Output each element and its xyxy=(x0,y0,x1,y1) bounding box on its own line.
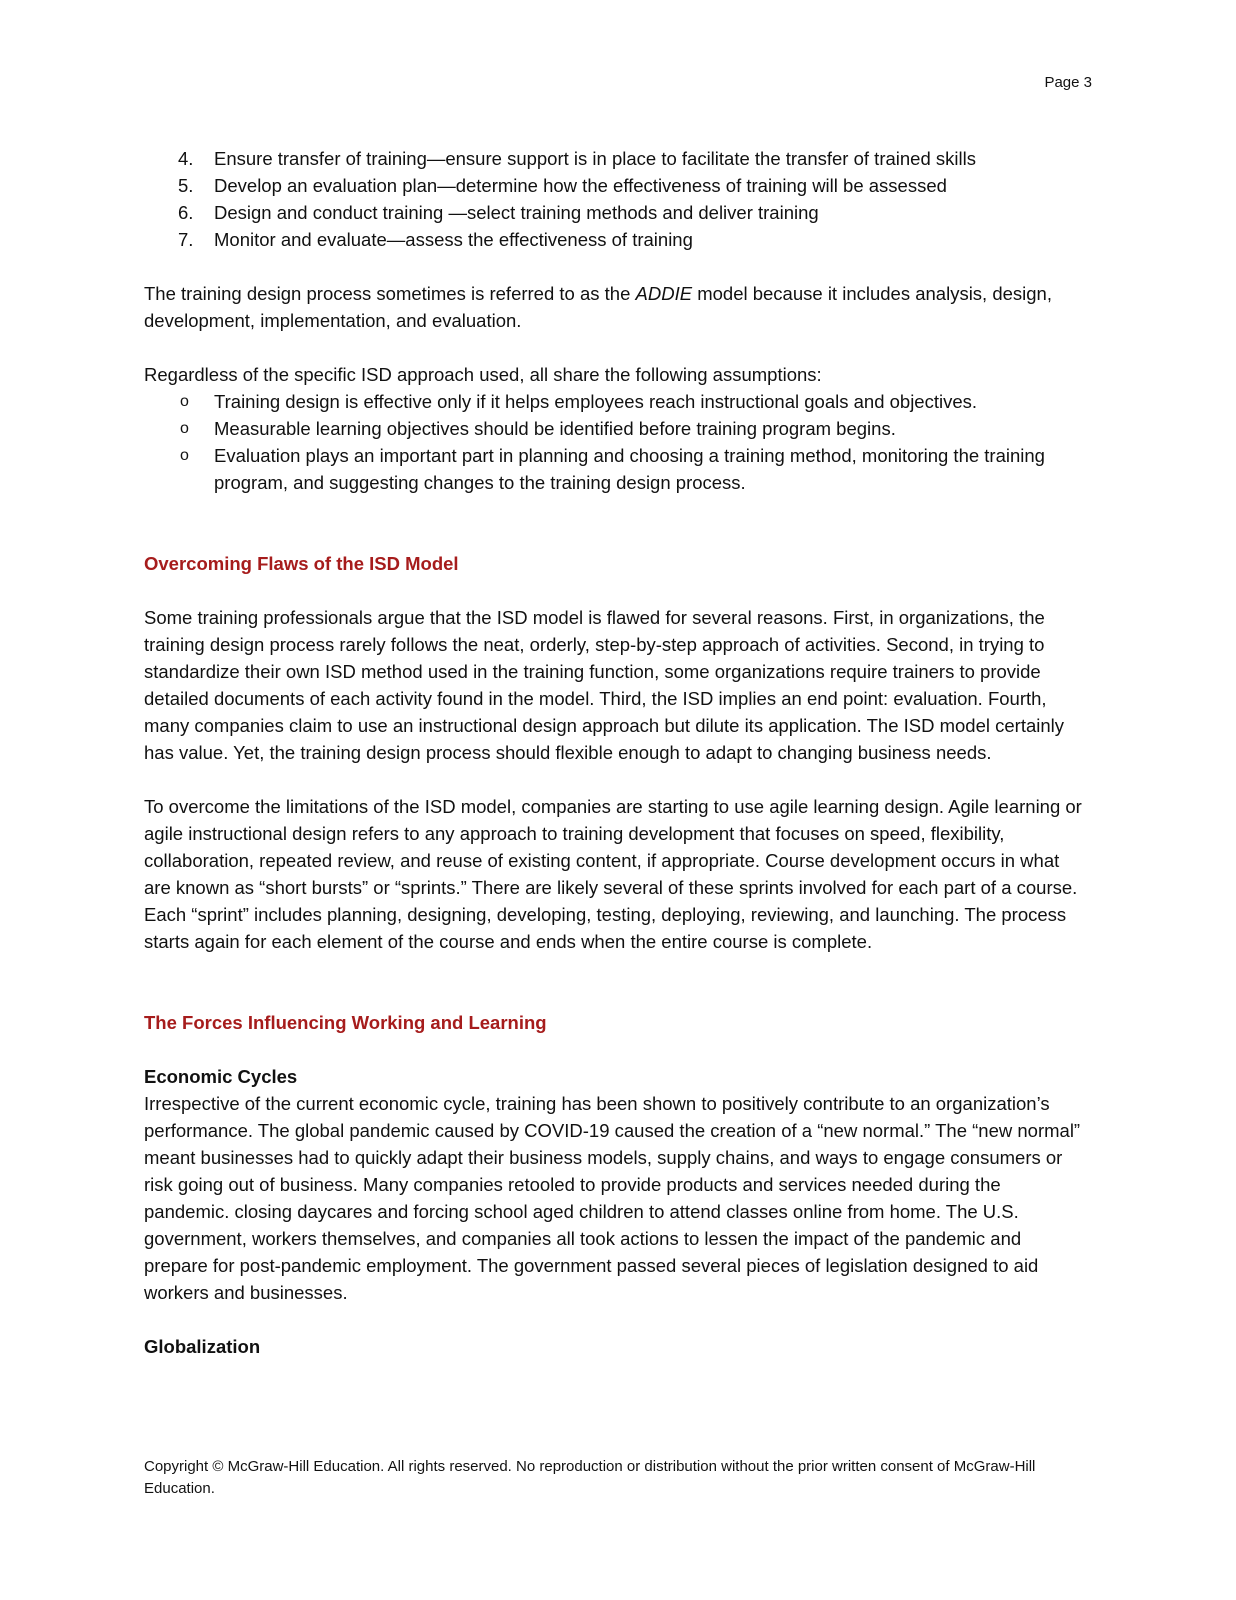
numbered-list xyxy=(144,145,1089,253)
addie-text-after: model because it includes analysis, design, development, implementation, and evaluation. xyxy=(144,283,1052,331)
section-heading-flaws: Overcoming Flaws of the ISD Model xyxy=(144,553,459,574)
list-item-text: Monitor and evaluate—assess the effectiveness of training xyxy=(214,229,693,250)
subheading-economic-cycles: Economic Cycles xyxy=(144,1066,298,1087)
list-item xyxy=(144,226,1089,253)
flaws-paragraph-1: Some training professionals argue that the ISD model is flawed for several reasons. First, in organizations, the training design process rarely follows the neat, orderly, step-by-step approach of activities. Second, in trying to standardize their own ISD method used in the training function, some organizations require trainers to provide detailed documents of each activity found in the model. Third, the ISD implies an end point: evaluation. Fourth, many companies claim to use an instructional design approach but dilute its application. The ISD model certainly has value. Yet, the training design process should flexible enough to adapt to changing business needs. xyxy=(144,607,1065,763)
addie-text-before: The training design process sometimes is referred to as the xyxy=(144,283,636,304)
section-heading-forces: The Forces Influencing Working and Learning xyxy=(144,1012,547,1033)
flaws-paragraph-2: To overcome the limitations of the ISD model, companies are starting to use agile learning design. Agile learning or agile instructional design refers to any approach to training development that focuses on speed, flexibility, collaboration, repeated review, and reuse of existing content, if appropriate. Course development occurs in what are known as “short bursts” or “sprints.” There are likely several of these sprints involved for each part of a course. Each “sprint” includes planning, designing, developing, testing, deploying, reviewing, and launching. The process starts again for each element of the course and ends when the entire course is complete. xyxy=(144,796,1082,952)
assumptions-list xyxy=(144,388,1089,496)
addie-emphasis: ADDIE xyxy=(635,283,693,304)
list-item-text: Measurable learning objectives should be identified before training program begins. xyxy=(214,418,896,439)
list-item xyxy=(144,199,1089,226)
list-number: 6. xyxy=(178,202,194,223)
subheading-globalization: Globalization xyxy=(144,1336,261,1357)
economic-paragraph: Irrespective of the current economic cycle, training has been shown to positively contribute to an organization’s performance. The global pandemic caused by COVID-19 caused the creation of a “new normal.” The “new normal” meant businesses had to quickly adapt their business models, supply chains, and ways to engage consumers or risk going out of business. Many companies retooled to provide products and services needed during the pandemic. closing daycares and forcing school aged children to attend classes online from home. The U.S. government, workers themselves, and companies all took actions to lessen the impact of the pandemic and prepare for post-pandemic employment. The government passed several pieces of legislation designed to aid workers and businesses. xyxy=(144,1093,1081,1303)
list-number: 7. xyxy=(178,229,194,250)
list-item-text: Ensure transfer of training—ensure support is in place to facilitate the transfer of trained skills xyxy=(214,148,976,169)
list-item-text: Design and conduct training —select training methods and deliver training xyxy=(214,202,819,223)
list-item xyxy=(144,145,1089,172)
bullet-icon: o xyxy=(180,393,189,410)
list-item-text: Training design is effective only if it helps employees reach instructional goals and objectives. xyxy=(214,391,978,412)
list-number: 4. xyxy=(178,148,194,169)
list-item xyxy=(144,172,1089,199)
list-item-text: Develop an evaluation plan—determine how the effectiveness of training will be assessed xyxy=(214,175,947,196)
list-item xyxy=(144,415,1089,442)
bullet-icon: o xyxy=(180,420,189,437)
page-number: Page 3 xyxy=(1044,74,1092,91)
assumptions-intro: Regardless of the specific ISD approach used, all share the following assumptions: xyxy=(144,364,822,385)
list-item xyxy=(144,388,1089,415)
list-item xyxy=(144,442,1089,496)
list-number: 5. xyxy=(178,175,194,196)
addie-paragraph xyxy=(144,280,1089,334)
copyright-footer: Copyright © McGraw-Hill Education. All rights reserved. No reproduction or distribution without the prior written consent of McGraw-Hill Education. xyxy=(144,1458,1036,1497)
list-item-text: Evaluation plays an important part in planning and choosing a training method, monitoring the training program, and suggesting changes to the training design process. xyxy=(214,445,1045,493)
bullet-icon: o xyxy=(180,447,189,464)
page-content xyxy=(144,145,1089,1360)
